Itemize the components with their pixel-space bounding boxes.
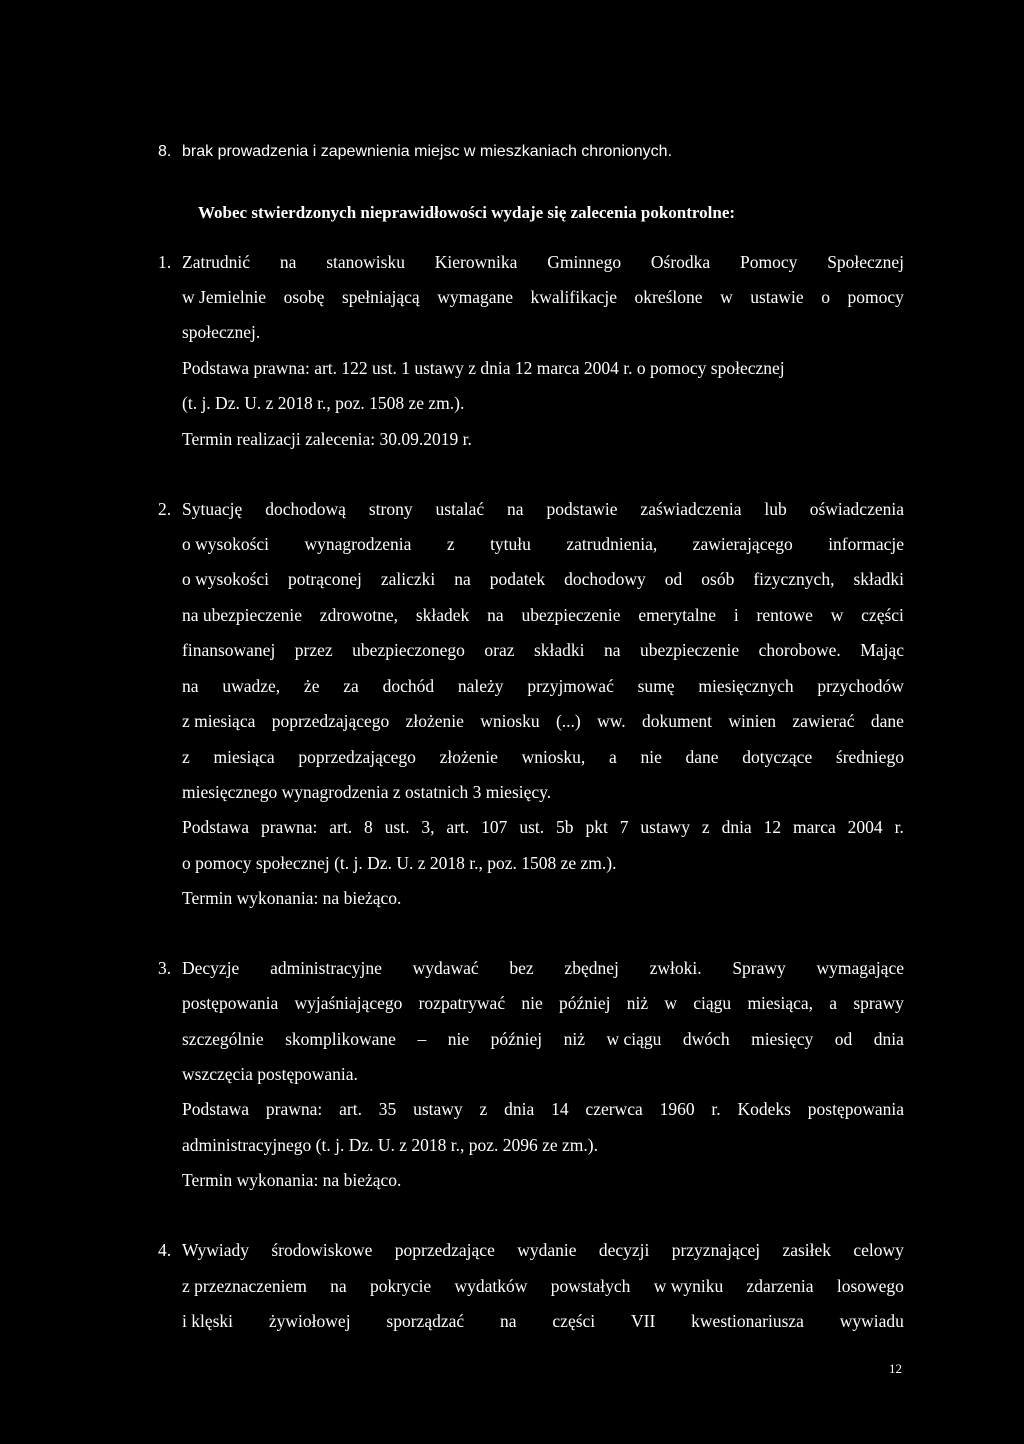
item-2-line-6 bbox=[182, 676, 904, 696]
word: Gminnego bbox=[547, 252, 622, 272]
word: na bbox=[279, 252, 297, 272]
item-3-number: 3. bbox=[158, 958, 172, 978]
word: oświadczenia bbox=[809, 499, 904, 519]
word: miesięcy bbox=[751, 1029, 814, 1049]
word: od bbox=[834, 1029, 853, 1049]
word: 107 bbox=[481, 817, 508, 837]
word: Kierownika bbox=[434, 252, 518, 272]
word: strony bbox=[368, 499, 413, 519]
word: kwestionariusza bbox=[691, 1311, 804, 1331]
word: dane bbox=[870, 711, 904, 731]
word: zasiłek bbox=[782, 1240, 832, 1260]
word: ustalać bbox=[435, 499, 485, 519]
word: Pomocy bbox=[740, 252, 798, 272]
word: Podstawa bbox=[182, 817, 250, 837]
word: miesiąca, bbox=[747, 993, 814, 1013]
word: Sprawy bbox=[732, 958, 786, 978]
word: w ciągu bbox=[606, 1029, 662, 1049]
word: wyjaśniającego bbox=[294, 993, 403, 1013]
word: nie bbox=[640, 747, 662, 767]
word: sumę bbox=[637, 676, 675, 696]
item-3-legal-basis bbox=[182, 1099, 904, 1119]
word: wniosku bbox=[480, 711, 540, 731]
item-2-legal-basis-cont: o pomocy społecznej (t. j. Dz. U. z 2018 r., poz. 1508 ze zm.). bbox=[182, 853, 617, 873]
word: lub bbox=[764, 499, 787, 519]
word: osób bbox=[701, 569, 735, 589]
word: osobę bbox=[283, 287, 325, 307]
word: nie bbox=[447, 1029, 470, 1049]
page-number: 12 bbox=[889, 1361, 902, 1376]
word: emerytalne bbox=[638, 605, 717, 625]
word: zawierać bbox=[792, 711, 855, 731]
word: Ośrodka bbox=[650, 252, 711, 272]
word: średniego bbox=[835, 747, 904, 767]
word: Kodeks bbox=[737, 1099, 791, 1119]
item-2-line-1 bbox=[182, 499, 904, 519]
item-3-line-4: wszczęcia postępowania. bbox=[182, 1064, 358, 1084]
word: poprzedzającego bbox=[298, 747, 416, 767]
word: ww. bbox=[597, 711, 626, 731]
word: w wyniku bbox=[653, 1276, 724, 1296]
item-1-legal-basis-cont: (t. j. Dz. U. z 2018 r., poz. 1508 ze zm.). bbox=[182, 393, 465, 413]
word: przyjmować bbox=[527, 676, 614, 696]
word: należy bbox=[457, 676, 504, 696]
item-3-line-3 bbox=[182, 1029, 904, 1049]
word: 8 bbox=[364, 817, 373, 837]
word: zdarzenia bbox=[746, 1276, 814, 1296]
word: tytułu bbox=[490, 534, 531, 554]
item-4-line-2 bbox=[182, 1276, 904, 1296]
word: potrąconej bbox=[288, 569, 362, 589]
word: sporządzać bbox=[386, 1311, 465, 1331]
word: 3, bbox=[421, 817, 435, 837]
item-2-number: 2. bbox=[158, 499, 172, 519]
word: złożenie bbox=[405, 711, 464, 731]
word: wydatków bbox=[454, 1276, 528, 1296]
word: poprzedzającego bbox=[271, 711, 390, 731]
item-4-line-3 bbox=[182, 1311, 904, 1331]
word: pokrycie bbox=[369, 1276, 432, 1296]
word: (...) bbox=[555, 711, 581, 731]
word: uwadze, bbox=[222, 676, 281, 696]
item-8-number: 8. bbox=[158, 143, 172, 160]
word: spełniającą bbox=[341, 287, 420, 307]
word: od bbox=[664, 569, 683, 589]
word: nie bbox=[521, 993, 543, 1013]
word: Wywiady bbox=[182, 1240, 249, 1260]
word: w bbox=[664, 993, 678, 1013]
item-1-number: 1. bbox=[158, 252, 172, 272]
word: powstałych bbox=[550, 1276, 631, 1296]
word: na ubezpieczenie bbox=[182, 605, 302, 625]
item-2-legal-basis bbox=[182, 817, 904, 837]
word: a bbox=[608, 747, 617, 767]
word: decyzji bbox=[598, 1240, 650, 1260]
word: przychodów bbox=[817, 676, 904, 696]
word: zatrudnienia, bbox=[566, 534, 658, 554]
word: art. bbox=[339, 1099, 362, 1119]
word: składki bbox=[853, 569, 904, 589]
word: o bbox=[821, 287, 830, 307]
word: 14 bbox=[551, 1099, 569, 1119]
word: dochodową bbox=[265, 499, 346, 519]
word: 5b bbox=[556, 817, 574, 837]
item-3-legal-basis-cont: administracyjnego (t. j. Dz. U. z 2018 r., poz. 2096 ze zm.). bbox=[182, 1135, 599, 1155]
word: r. bbox=[894, 817, 904, 837]
word: informacje bbox=[828, 534, 904, 554]
word: dochód bbox=[382, 676, 435, 696]
word: Decyzje bbox=[182, 958, 240, 978]
word: i bbox=[733, 605, 739, 625]
word: ust. bbox=[384, 817, 410, 837]
word: z bbox=[182, 747, 190, 767]
word: niż bbox=[626, 993, 649, 1013]
word: – bbox=[417, 1029, 427, 1049]
word: z bbox=[479, 1099, 488, 1119]
word: czerwca bbox=[585, 1099, 643, 1119]
word: środowiskowe bbox=[271, 1240, 373, 1260]
word: na bbox=[604, 640, 621, 660]
word: winien bbox=[728, 711, 776, 731]
word: przez bbox=[294, 640, 333, 660]
word: zbędnej bbox=[564, 958, 619, 978]
recommendations-heading: Wobec stwierdzonych nieprawidłowości wydaje się zalecenia pokontrolne: bbox=[198, 203, 736, 222]
item-2-line-3 bbox=[182, 569, 904, 589]
word: Mając bbox=[860, 640, 904, 660]
item-1-legal-basis: Podstawa prawna: art. 122 ust. 1 ustawy z dnia 12 marca 2004 r. o pomocy społecznej bbox=[182, 358, 785, 378]
word: dane bbox=[685, 747, 719, 767]
word: wymagane bbox=[437, 287, 513, 307]
word: VII bbox=[631, 1311, 656, 1331]
word: wywiadu bbox=[839, 1311, 904, 1331]
word: dokument bbox=[641, 711, 712, 731]
word: pomocy bbox=[847, 287, 904, 307]
word: dnia bbox=[504, 1099, 535, 1119]
word: bez bbox=[509, 958, 534, 978]
item-3-line-2 bbox=[182, 993, 904, 1013]
word: marca bbox=[793, 817, 836, 837]
word: części bbox=[861, 605, 904, 625]
word: z bbox=[446, 534, 455, 554]
word: pkt bbox=[585, 817, 608, 837]
word: na bbox=[487, 605, 504, 625]
item-4-number: 4. bbox=[158, 1240, 172, 1260]
word: fizycznych, bbox=[753, 569, 835, 589]
word: 35 bbox=[378, 1099, 397, 1119]
word: z przeznaczeniem bbox=[182, 1276, 307, 1296]
word: art. bbox=[329, 817, 353, 837]
item-2-line-9: miesięcznego wynagrodzenia z ostatnich 3 miesięcy. bbox=[182, 782, 552, 802]
word: poprzedzające bbox=[394, 1240, 495, 1260]
word: że bbox=[303, 676, 320, 696]
word: wynagrodzenia bbox=[304, 534, 412, 554]
word: 1960 bbox=[659, 1099, 695, 1119]
word: wydanie bbox=[517, 1240, 577, 1260]
item-2-line-5 bbox=[182, 640, 904, 660]
word: z bbox=[701, 817, 710, 837]
word: zdrowotne, bbox=[319, 605, 399, 625]
word: w bbox=[720, 287, 733, 307]
word: postępowania bbox=[182, 993, 279, 1013]
item-1-line-3: społecznej. bbox=[182, 322, 261, 342]
word: rozpatrywać bbox=[418, 993, 506, 1013]
word: i klęski bbox=[182, 1311, 234, 1331]
word: Podstawa bbox=[182, 1099, 250, 1119]
word: rentowe bbox=[756, 605, 813, 625]
item-2-line-2 bbox=[182, 534, 904, 554]
word: stanowisku bbox=[326, 252, 405, 272]
word: ubezpieczenie bbox=[640, 640, 740, 660]
word: z miesiąca bbox=[182, 711, 256, 731]
item-8-text: brak prowadzenia i zapewnienia miejsc w mieszkaniach chronionych. bbox=[182, 143, 673, 160]
word: ustawie bbox=[750, 287, 804, 307]
word: podstawie bbox=[546, 499, 618, 519]
item-4-line-1 bbox=[182, 1240, 904, 1260]
word: Społecznej bbox=[827, 252, 904, 272]
word: ubezpieczenie bbox=[521, 605, 621, 625]
word: art. bbox=[446, 817, 470, 837]
word: żywiołowej bbox=[268, 1311, 351, 1331]
word: kwalifikacje bbox=[530, 287, 617, 307]
word: dotyczące bbox=[742, 747, 813, 767]
item-2-line-7 bbox=[182, 711, 904, 731]
word: złożenie bbox=[439, 747, 498, 767]
word: składki bbox=[533, 640, 585, 660]
word: dwóch bbox=[682, 1029, 730, 1049]
word: wniosku, bbox=[521, 747, 586, 767]
word: chorobowe. bbox=[758, 640, 841, 660]
word: skomplikowane bbox=[285, 1029, 396, 1049]
word: administracyjne bbox=[270, 958, 382, 978]
word: zaliczki bbox=[380, 569, 436, 589]
word: 7 bbox=[619, 817, 629, 837]
word: części bbox=[552, 1311, 596, 1331]
word: przyznającej bbox=[671, 1240, 761, 1260]
word: składek bbox=[415, 605, 470, 625]
word: o wysokości bbox=[182, 534, 270, 554]
word: szczególnie bbox=[182, 1029, 264, 1049]
word: ust. bbox=[519, 817, 545, 837]
word: zwłoki. bbox=[649, 958, 702, 978]
word: na bbox=[330, 1276, 347, 1296]
word: dnia bbox=[873, 1029, 904, 1049]
word: na bbox=[507, 499, 524, 519]
word: określone bbox=[634, 287, 703, 307]
word: na bbox=[182, 676, 199, 696]
item-3-line-1 bbox=[182, 958, 904, 978]
word: ubezpieczonego bbox=[352, 640, 465, 660]
word: na bbox=[500, 1311, 517, 1331]
item-2-deadline: Termin wykonania: na bieżąco. bbox=[182, 888, 402, 908]
word: miesięcznych bbox=[698, 676, 794, 696]
word: ustawy bbox=[413, 1099, 463, 1119]
word: sprawy bbox=[853, 993, 904, 1013]
word: Zatrudnić bbox=[182, 252, 251, 272]
item-2-line-4 bbox=[182, 605, 904, 625]
word: postępowania bbox=[807, 1099, 904, 1119]
word: później bbox=[558, 993, 611, 1013]
item-1-line-2 bbox=[182, 287, 904, 307]
word: r. bbox=[711, 1099, 721, 1119]
word: 12 bbox=[763, 817, 782, 837]
word: podatek bbox=[489, 569, 546, 589]
word: wydawać bbox=[412, 958, 479, 978]
word: niż bbox=[563, 1029, 585, 1049]
word: prawna: bbox=[265, 1099, 323, 1119]
word: dnia bbox=[721, 817, 752, 837]
word: w bbox=[830, 605, 844, 625]
word: wymagające bbox=[816, 958, 904, 978]
item-2-line-8 bbox=[182, 747, 904, 767]
word: prawna: bbox=[260, 817, 318, 837]
word: finansowanej bbox=[182, 640, 276, 660]
word: celowy bbox=[853, 1240, 904, 1260]
item-1-line-1 bbox=[182, 252, 904, 272]
word: Sytuację bbox=[182, 499, 243, 519]
word: a bbox=[829, 993, 838, 1013]
item-1-deadline: Termin realizacji zalecenia: 30.09.2019 r. bbox=[182, 429, 472, 449]
word: 2004 bbox=[847, 817, 883, 837]
word: dochodowy bbox=[564, 569, 646, 589]
word: za bbox=[343, 676, 359, 696]
word: zaświadczenia bbox=[640, 499, 742, 519]
word: miesiąca bbox=[213, 747, 275, 767]
word: oraz bbox=[484, 640, 515, 660]
word: losowego bbox=[836, 1276, 904, 1296]
word: ciągu bbox=[693, 993, 732, 1013]
word: w Jemielnie bbox=[182, 287, 267, 307]
word: na bbox=[454, 569, 471, 589]
word: później bbox=[490, 1029, 543, 1049]
item-3-deadline: Termin wykonania: na bieżąco. bbox=[182, 1170, 402, 1190]
word: ustawy bbox=[640, 817, 690, 837]
word: o wysokości bbox=[182, 569, 270, 589]
word: zawierającego bbox=[692, 534, 793, 554]
